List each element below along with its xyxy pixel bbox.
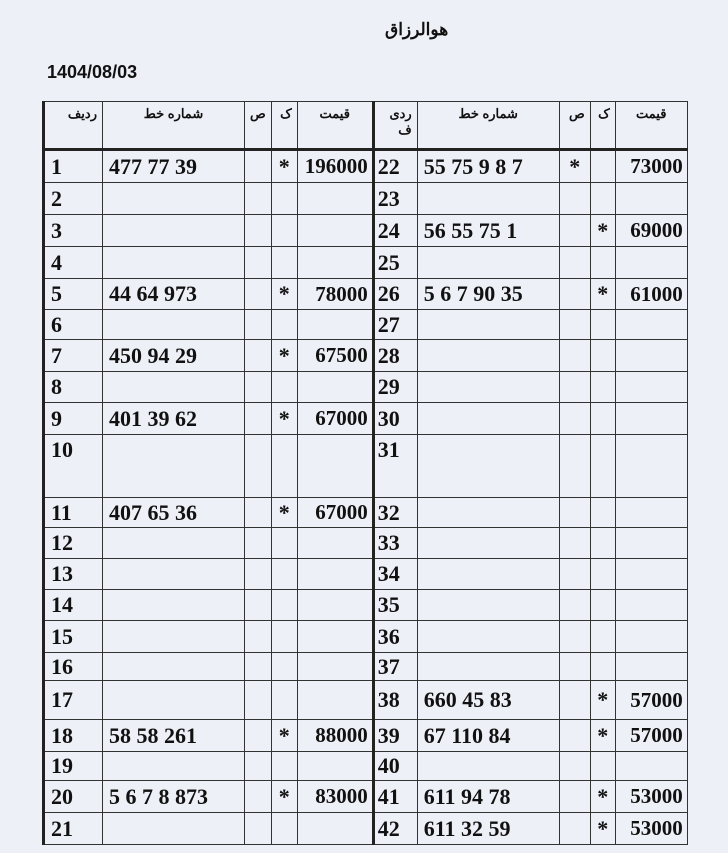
s-cell: * xyxy=(590,813,615,845)
k-cell xyxy=(245,435,272,498)
line-number-cell xyxy=(103,621,245,653)
row-number-cell: 5 xyxy=(44,279,103,310)
header-price-right: قیمت xyxy=(615,102,687,150)
s-cell xyxy=(271,435,297,498)
k-cell xyxy=(245,403,272,435)
line-number-cell: 56 55 75 1 xyxy=(417,215,559,247)
k-cell xyxy=(559,340,590,372)
s-cell: * xyxy=(271,720,297,752)
k-cell xyxy=(559,681,590,720)
row-number-cell: 14 xyxy=(44,590,103,621)
row-number-cell: 7 xyxy=(44,340,103,372)
header-row-number: ردیف xyxy=(44,102,103,150)
line-number-cell xyxy=(417,590,559,621)
price-cell xyxy=(615,372,687,403)
price-cell xyxy=(615,247,687,279)
k-cell xyxy=(245,720,272,752)
s-cell xyxy=(271,310,297,340)
s-cell xyxy=(271,621,297,653)
line-number-cell xyxy=(417,403,559,435)
row-number-cell: 42 xyxy=(373,813,417,845)
price-cell: 57000 xyxy=(615,681,687,720)
table-body xyxy=(44,150,688,845)
price-cell: 67500 xyxy=(297,340,373,372)
price-cell: 69000 xyxy=(615,215,687,247)
table-row xyxy=(44,653,688,681)
line-number-cell xyxy=(103,215,245,247)
price-cell: 78000 xyxy=(297,279,373,310)
price-cell xyxy=(297,653,373,681)
s-cell: * xyxy=(590,279,615,310)
s-cell xyxy=(271,215,297,247)
header-k: ک xyxy=(271,102,297,150)
price-cell: 196000 xyxy=(297,150,373,183)
k-cell xyxy=(559,653,590,681)
s-cell: * xyxy=(271,279,297,310)
k-cell xyxy=(559,781,590,813)
price-cell xyxy=(615,653,687,681)
price-cell xyxy=(297,813,373,845)
table-row xyxy=(44,310,688,340)
price-cell xyxy=(297,528,373,559)
table-row xyxy=(44,752,688,781)
table-row xyxy=(44,498,688,528)
s-cell: * xyxy=(590,781,615,813)
s-cell: * xyxy=(271,340,297,372)
line-number-cell: 611 94 78 xyxy=(417,781,559,813)
k-cell xyxy=(559,215,590,247)
k-cell xyxy=(245,247,272,279)
table-row xyxy=(44,590,688,621)
row-number-cell: 1 xyxy=(44,150,103,183)
s-cell: * xyxy=(590,215,615,247)
s-cell xyxy=(271,813,297,845)
row-number-cell: 26 xyxy=(373,279,417,310)
header-row-number-right: ردی ف xyxy=(373,102,417,150)
line-number-cell: 5 6 7 90 35 xyxy=(417,279,559,310)
price-cell xyxy=(615,403,687,435)
line-number-cell xyxy=(103,681,245,720)
price-cell: 57000 xyxy=(615,720,687,752)
s-cell xyxy=(590,653,615,681)
line-number-cell xyxy=(103,752,245,781)
s-cell: * xyxy=(271,498,297,528)
price-cell xyxy=(297,435,373,498)
row-number-cell: 16 xyxy=(44,653,103,681)
price-cell: 83000 xyxy=(297,781,373,813)
row-number-cell: 17 xyxy=(44,681,103,720)
line-number-cell: 611 32 59 xyxy=(417,813,559,845)
row-number-cell: 40 xyxy=(373,752,417,781)
s-cell xyxy=(590,150,615,183)
line-number-cell: 44 64 973 xyxy=(103,279,245,310)
row-number-cell: 41 xyxy=(373,781,417,813)
k-cell xyxy=(559,183,590,215)
k-cell xyxy=(245,183,272,215)
row-number-cell: 12 xyxy=(44,528,103,559)
s-cell xyxy=(271,528,297,559)
k-cell xyxy=(245,752,272,781)
s-cell xyxy=(271,247,297,279)
k-cell xyxy=(245,559,272,590)
price-cell xyxy=(615,752,687,781)
k-cell xyxy=(559,528,590,559)
line-number-cell xyxy=(417,559,559,590)
price-cell xyxy=(615,621,687,653)
price-cell: 67000 xyxy=(297,498,373,528)
row-number-cell: 36 xyxy=(373,621,417,653)
row-number-cell: 25 xyxy=(373,247,417,279)
table-row xyxy=(44,621,688,653)
line-number-cell: 67 110 84 xyxy=(417,720,559,752)
s-cell: * xyxy=(271,781,297,813)
k-cell xyxy=(559,752,590,781)
s-cell xyxy=(590,372,615,403)
price-cell xyxy=(297,183,373,215)
table-row xyxy=(44,372,688,403)
price-cell xyxy=(615,590,687,621)
k-cell xyxy=(245,310,272,340)
header-s: ص xyxy=(245,102,272,150)
table-header-row xyxy=(44,102,688,150)
table-row xyxy=(44,183,688,215)
line-number-cell xyxy=(103,247,245,279)
price-cell xyxy=(297,559,373,590)
price-table xyxy=(42,101,688,845)
price-cell xyxy=(615,528,687,559)
line-number-cell: 477 77 39 xyxy=(103,150,245,183)
k-cell xyxy=(245,590,272,621)
row-number-cell: 9 xyxy=(44,403,103,435)
price-table-container xyxy=(42,101,688,845)
table-row xyxy=(44,720,688,752)
price-cell xyxy=(297,681,373,720)
line-number-cell: 401 39 62 xyxy=(103,403,245,435)
line-number-cell xyxy=(103,183,245,215)
price-cell xyxy=(615,559,687,590)
s-cell: * xyxy=(271,150,297,183)
s-cell xyxy=(590,590,615,621)
row-number-cell: 18 xyxy=(44,720,103,752)
row-number-cell: 20 xyxy=(44,781,103,813)
line-number-cell xyxy=(417,183,559,215)
row-number-cell: 23 xyxy=(373,183,417,215)
line-number-cell: 55 75 9 8 7 xyxy=(417,150,559,183)
table-row xyxy=(44,150,688,183)
price-cell: 67000 xyxy=(297,403,373,435)
row-number-cell: 8 xyxy=(44,372,103,403)
s-cell xyxy=(590,559,615,590)
s-cell xyxy=(590,498,615,528)
s-cell: * xyxy=(271,403,297,435)
row-number-cell: 4 xyxy=(44,247,103,279)
row-number-cell: 32 xyxy=(373,498,417,528)
line-number-cell xyxy=(103,372,245,403)
line-number-cell xyxy=(417,498,559,528)
table-row xyxy=(44,247,688,279)
line-number-cell xyxy=(417,621,559,653)
line-number-cell xyxy=(417,310,559,340)
row-number-cell: 29 xyxy=(373,372,417,403)
k-cell xyxy=(245,528,272,559)
line-number-cell xyxy=(417,340,559,372)
price-cell xyxy=(615,340,687,372)
price-cell xyxy=(297,621,373,653)
row-number-cell: 34 xyxy=(373,559,417,590)
k-cell xyxy=(559,372,590,403)
k-cell xyxy=(245,781,272,813)
line-number-cell xyxy=(417,528,559,559)
row-number-cell: 37 xyxy=(373,653,417,681)
s-cell xyxy=(590,435,615,498)
k-cell xyxy=(245,653,272,681)
price-cell xyxy=(615,498,687,528)
line-number-cell: 660 45 83 xyxy=(417,681,559,720)
row-number-cell: 22 xyxy=(373,150,417,183)
price-cell xyxy=(297,310,373,340)
price-cell xyxy=(297,372,373,403)
table-row xyxy=(44,340,688,372)
header-s-right: ص xyxy=(559,102,590,150)
s-cell xyxy=(271,752,297,781)
s-cell xyxy=(590,247,615,279)
line-number-cell xyxy=(417,372,559,403)
line-number-cell xyxy=(103,653,245,681)
s-cell xyxy=(590,621,615,653)
k-cell xyxy=(245,372,272,403)
s-cell xyxy=(271,559,297,590)
s-cell xyxy=(590,528,615,559)
s-cell: * xyxy=(590,681,615,720)
table-row xyxy=(44,681,688,720)
line-number-cell: 407 65 36 xyxy=(103,498,245,528)
row-number-cell: 39 xyxy=(373,720,417,752)
row-number-cell: 19 xyxy=(44,752,103,781)
line-number-cell: 450 94 29 xyxy=(103,340,245,372)
k-cell xyxy=(245,279,272,310)
header-line-number-right: شماره خط xyxy=(417,102,559,150)
row-number-cell: 38 xyxy=(373,681,417,720)
price-cell: 88000 xyxy=(297,720,373,752)
k-cell xyxy=(559,813,590,845)
s-cell xyxy=(590,310,615,340)
line-number-cell xyxy=(417,247,559,279)
line-number-cell xyxy=(103,590,245,621)
line-number-cell xyxy=(103,528,245,559)
k-cell xyxy=(559,310,590,340)
k-cell xyxy=(559,403,590,435)
price-cell xyxy=(297,590,373,621)
row-number-cell: 24 xyxy=(373,215,417,247)
line-number-cell xyxy=(417,653,559,681)
k-cell xyxy=(245,340,272,372)
s-cell xyxy=(271,681,297,720)
s-cell: * xyxy=(590,720,615,752)
row-number-cell: 33 xyxy=(373,528,417,559)
row-number-cell: 11 xyxy=(44,498,103,528)
table-row xyxy=(44,435,688,498)
s-cell xyxy=(271,183,297,215)
row-number-cell: 28 xyxy=(373,340,417,372)
s-cell xyxy=(271,653,297,681)
table-row xyxy=(44,215,688,247)
row-number-cell: 30 xyxy=(373,403,417,435)
k-cell xyxy=(245,498,272,528)
row-number-cell: 31 xyxy=(373,435,417,498)
line-number-cell xyxy=(103,435,245,498)
line-number-cell xyxy=(417,435,559,498)
price-cell xyxy=(297,247,373,279)
k-cell xyxy=(245,215,272,247)
table-row xyxy=(44,528,688,559)
document-title: هوالرزاق xyxy=(385,20,449,39)
row-number-cell: 27 xyxy=(373,310,417,340)
row-number-cell: 35 xyxy=(373,590,417,621)
header-k-right: ک xyxy=(590,102,615,150)
table-row xyxy=(44,279,688,310)
price-cell: 53000 xyxy=(615,813,687,845)
s-cell xyxy=(271,590,297,621)
s-cell xyxy=(590,340,615,372)
row-number-cell: 21 xyxy=(44,813,103,845)
k-cell xyxy=(245,621,272,653)
line-number-cell xyxy=(417,752,559,781)
k-cell xyxy=(559,559,590,590)
k-cell xyxy=(245,681,272,720)
table-row xyxy=(44,559,688,590)
line-number-cell xyxy=(103,559,245,590)
k-cell xyxy=(559,720,590,752)
table-row xyxy=(44,813,688,845)
k-cell xyxy=(245,150,272,183)
row-number-cell: 2 xyxy=(44,183,103,215)
row-number-cell: 6 xyxy=(44,310,103,340)
price-cell xyxy=(615,183,687,215)
price-cell: 61000 xyxy=(615,279,687,310)
price-cell xyxy=(297,215,373,247)
price-cell xyxy=(615,310,687,340)
header-line-number: شماره خط xyxy=(103,102,245,150)
row-number-cell: 13 xyxy=(44,559,103,590)
price-cell: 73000 xyxy=(615,150,687,183)
s-cell xyxy=(590,752,615,781)
price-cell xyxy=(297,752,373,781)
price-cell: 53000 xyxy=(615,781,687,813)
price-cell xyxy=(615,435,687,498)
document-date: 1404/08/03 xyxy=(47,62,138,82)
s-cell xyxy=(271,372,297,403)
row-number-cell: 10 xyxy=(44,435,103,498)
k-cell xyxy=(559,590,590,621)
row-number-cell: 15 xyxy=(44,621,103,653)
line-number-cell: 58 58 261 xyxy=(103,720,245,752)
k-cell xyxy=(559,621,590,653)
header-price: قیمت xyxy=(297,102,373,150)
row-number-cell: 3 xyxy=(44,215,103,247)
s-cell xyxy=(590,403,615,435)
s-cell xyxy=(590,183,615,215)
k-cell: * xyxy=(559,150,590,183)
line-number-cell xyxy=(103,813,245,845)
k-cell xyxy=(245,813,272,845)
table-row xyxy=(44,403,688,435)
k-cell xyxy=(559,247,590,279)
k-cell xyxy=(559,279,590,310)
table-row xyxy=(44,781,688,813)
line-number-cell: 5 6 7 8 873 xyxy=(103,781,245,813)
line-number-cell xyxy=(103,310,245,340)
k-cell xyxy=(559,435,590,498)
k-cell xyxy=(559,498,590,528)
